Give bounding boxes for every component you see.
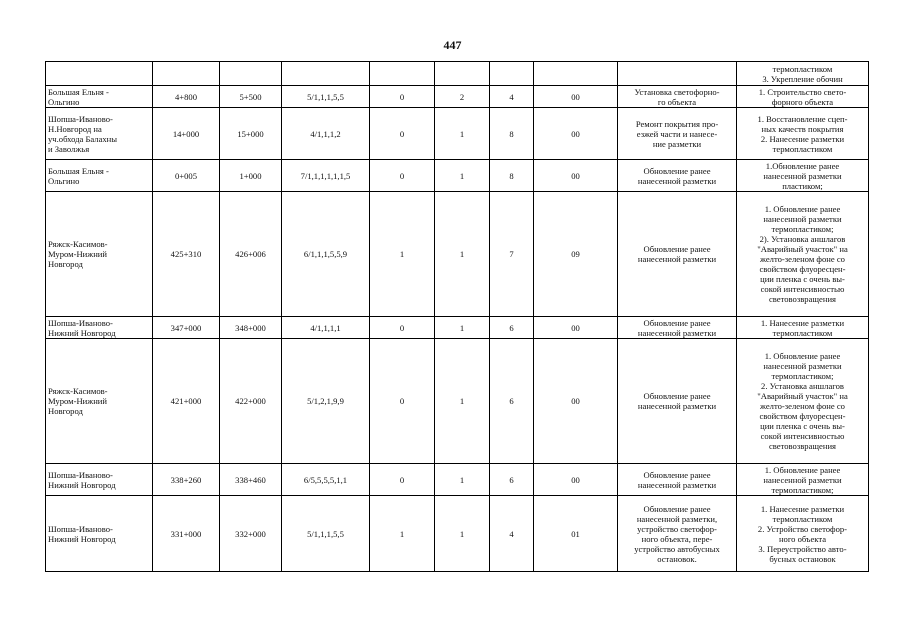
n2-cell: 1	[435, 496, 490, 572]
page-number: 447	[443, 38, 462, 52]
n4-cell: 00	[534, 464, 618, 496]
measures-cell: 1. Обновление ранее нанесенной разметки термопластиком; 2. Установка аншлагов "Аварийный участок" на желто-зеленом фоне со свойством флуоресцен- ции пленка с очень вы- сокой интенсивностью световозвращения	[737, 339, 869, 464]
measures-cell: 1. Восстановление сцеп- ных качеств покрытия 2. Нанесение разметки термопластиком	[737, 108, 869, 160]
start-cell: 421+000	[153, 339, 220, 464]
n1-cell: 0	[370, 317, 435, 339]
n4-cell: 01	[534, 496, 618, 572]
start-cell: 331+000	[153, 496, 220, 572]
end-cell: 422+000	[220, 339, 282, 464]
measures-cell: термопластиком 3. Укрепление обочин	[737, 62, 869, 86]
start-cell: 347+000	[153, 317, 220, 339]
code-cell: 5/1,1,1,5,5	[282, 86, 370, 108]
work-type-cell: Обновление ранее нанесенной разметки	[618, 160, 737, 192]
table-row	[46, 496, 869, 572]
measures-cell: 1. Обновление ранее нанесенной разметки термопластиком;	[737, 464, 869, 496]
road-name-cell: Шопша-Иваново- Нижний Новгород	[46, 496, 153, 572]
measures-cell: 1. Строительство свето- форного объекта	[737, 86, 869, 108]
work-type-cell: Обновление ранее нанесенной разметки	[618, 339, 737, 464]
code-cell: 6/1,1,1,5,5,9	[282, 192, 370, 317]
road-name-cell: Шопша-Иваново- Нижний Новгород	[46, 464, 153, 496]
n3-cell: 6	[490, 339, 534, 464]
work-type-cell: Обновление ранее нанесенной разметки	[618, 464, 737, 496]
n2-cell: 1	[435, 339, 490, 464]
start-cell: 425+310	[153, 192, 220, 317]
end-cell: 1+000	[220, 160, 282, 192]
n4-cell: 09	[534, 192, 618, 317]
table-row	[46, 192, 869, 317]
end-cell: 338+460	[220, 464, 282, 496]
measures-cell: 1. Нанесение разметки термопластиком 2. Устройство светофор- ного объекта 3. Переустройство авто- бусных остановок	[737, 496, 869, 572]
n3-cell: 7	[490, 192, 534, 317]
measures-cell: 1.Обновление ранее нанесенной разметки пластиком;	[737, 160, 869, 192]
start-cell: 338+260	[153, 464, 220, 496]
road-name-cell: Шопша-Иваново- Нижний Новгород	[46, 317, 153, 339]
n3-cell: 8	[490, 160, 534, 192]
n3-cell: 4	[490, 496, 534, 572]
work-type-cell: Ремонт покрытия про- езжей части и нанесе- ние разметки	[618, 108, 737, 160]
code-cell: 6/5,5,5,5,1,1	[282, 464, 370, 496]
n3-cell: 6	[490, 464, 534, 496]
measures-cell: 1. Обновление ранее нанесенной разметки термопластиком; 2). Установка аншлагов "Аварийный участок" на желто-зеленом фоне со свойством флуоресцен- ции пленка с очень вы- сокой интенсивностью световозвращения	[737, 192, 869, 317]
n1-cell: 1	[370, 192, 435, 317]
n1-cell: 0	[370, 108, 435, 160]
n1-cell: 1	[370, 496, 435, 572]
end-cell: 348+000	[220, 317, 282, 339]
start-cell: 14+000	[153, 108, 220, 160]
table-row	[46, 464, 869, 496]
end-cell: 426+006	[220, 192, 282, 317]
table-row	[46, 86, 869, 108]
n4-cell: 00	[534, 317, 618, 339]
road-name-cell: Ряжск-Касимов- Муром-Нижний Новгород	[46, 339, 153, 464]
work-type-cell: Обновление ранее нанесенной разметки, устройство светофор- ного объекта, пере- устройство автобусных остановок.	[618, 496, 737, 572]
n3-cell: 4	[490, 86, 534, 108]
n4-cell: 00	[534, 160, 618, 192]
measures-cell: 1. Нанесение разметки термопластиком	[737, 317, 869, 339]
road-name-cell: Большая Ельня - Ольгино	[46, 86, 153, 108]
table-row	[46, 317, 869, 339]
end-cell: 332+000	[220, 496, 282, 572]
n3-cell: 8	[490, 108, 534, 160]
work-type-cell: Обновление ранее нанесенной разметки	[618, 317, 737, 339]
code-cell: 7/1,1,1,1,1,1,5	[282, 160, 370, 192]
n1-cell: 0	[370, 160, 435, 192]
n4-cell: 00	[534, 339, 618, 464]
start-cell: 4+800	[153, 86, 220, 108]
n2-cell: 1	[435, 192, 490, 317]
n1-cell: 0	[370, 86, 435, 108]
end-cell: 15+000	[220, 108, 282, 160]
n3-cell: 6	[490, 317, 534, 339]
work-type-cell: Установка светофорно- го объекта	[618, 86, 737, 108]
n2-cell: 1	[435, 464, 490, 496]
n2-cell: 1	[435, 317, 490, 339]
n2-cell: 1	[435, 108, 490, 160]
start-cell: 0+005	[153, 160, 220, 192]
n4-cell: 00	[534, 86, 618, 108]
table-row	[46, 160, 869, 192]
code-cell: 5/1,1,1,5,5	[282, 496, 370, 572]
road-safety-table	[45, 61, 869, 572]
work-type-cell: Обновление ранее нанесенной разметки	[618, 192, 737, 317]
n1-cell: 0	[370, 464, 435, 496]
table-row	[46, 339, 869, 464]
n4-cell: 00	[534, 108, 618, 160]
n2-cell: 1	[435, 160, 490, 192]
table-row	[46, 108, 869, 160]
road-name-cell: Большая Ельня - Ольгино	[46, 160, 153, 192]
code-cell: 4/1,1,1,2	[282, 108, 370, 160]
code-cell: 4/1,1,1,1	[282, 317, 370, 339]
n1-cell: 0	[370, 339, 435, 464]
table-row-continuation	[46, 62, 869, 86]
n2-cell: 2	[435, 86, 490, 108]
road-name-cell: Ряжск-Касимов- Муром-Нижний Новгород	[46, 192, 153, 317]
end-cell: 5+500	[220, 86, 282, 108]
code-cell: 5/1,2,1,9,9	[282, 339, 370, 464]
road-name-cell: Шопша-Иваново- Н.Новгород на уч.обхода Балахны и Заволжья	[46, 108, 153, 160]
